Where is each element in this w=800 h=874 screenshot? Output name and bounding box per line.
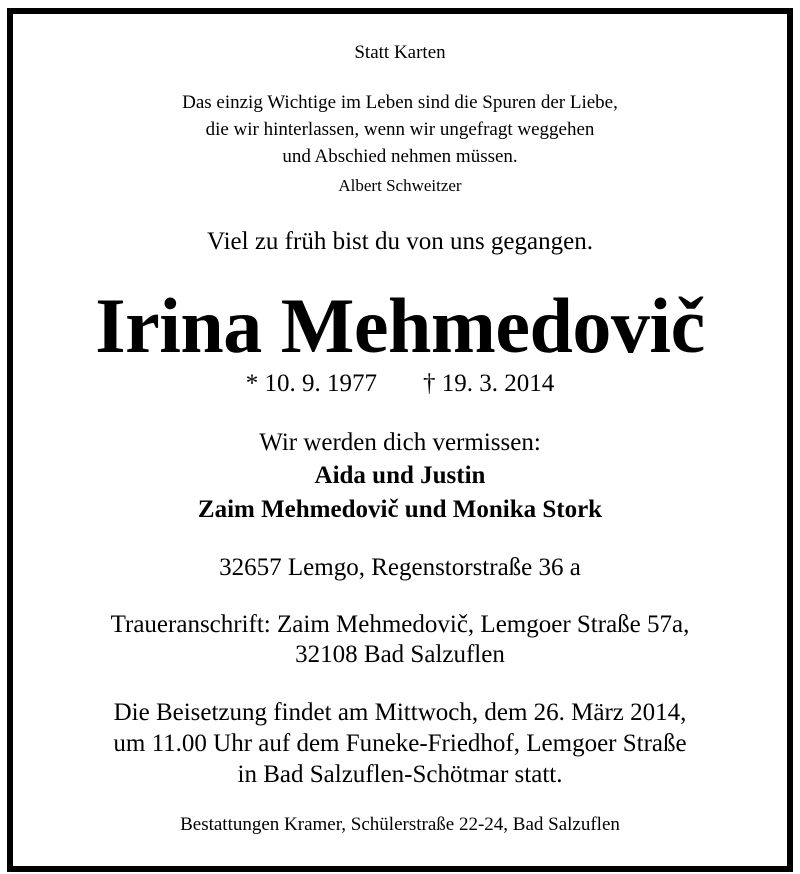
- undertaker: Bestattungen Kramer, Schülerstraße 22-24, Bad Salzuflen: [180, 814, 620, 835]
- funeral-info-line: Die Beisetzung findet am Mittwoch, dem 26. März 2014,: [113, 699, 687, 726]
- mourner-names: Zaim Mehmedovič und Monika Stork: [197, 496, 603, 523]
- deceased-name: Irina Mehmedovič: [95, 282, 705, 369]
- mourning-address-line: 32108 Bad Salzuflen: [295, 641, 505, 668]
- quote-line: die wir hinterlassen, wenn wir ungefragt weggehen: [205, 119, 595, 140]
- mourning-address-line: Traueranschrift: Zaim Mehmedovič, Lemgoer Straße 57a,: [110, 611, 690, 638]
- death-date: † 19. 3. 2014: [423, 370, 555, 397]
- mourners-address: 32657 Lemgo, Regenstorstraße 36 a: [219, 554, 581, 581]
- quote-author: Albert Schweitzer: [338, 176, 462, 195]
- birth-date: * 10. 9. 1977: [245, 370, 377, 397]
- mourners-intro: Wir werden dich vermissen:: [259, 429, 541, 456]
- funeral-info-line: um 11.00 Uhr auf dem Funeke-Friedhof, Lemgoer Straße: [113, 730, 687, 757]
- intro-text: Viel zu früh bist du von uns gegangen.: [207, 228, 593, 255]
- quote-line: Das einzig Wichtige im Leben sind die Spuren der Liebe,: [182, 92, 618, 113]
- quote-line: und Abschied nehmen müssen.: [282, 146, 518, 167]
- life-dates: [0, 371, 800, 396]
- mourner-names: Aida und Justin: [314, 462, 486, 489]
- funeral-info-line: in Bad Salzuflen-Schötmar statt.: [237, 761, 563, 788]
- statt-karten: Statt Karten: [354, 42, 446, 63]
